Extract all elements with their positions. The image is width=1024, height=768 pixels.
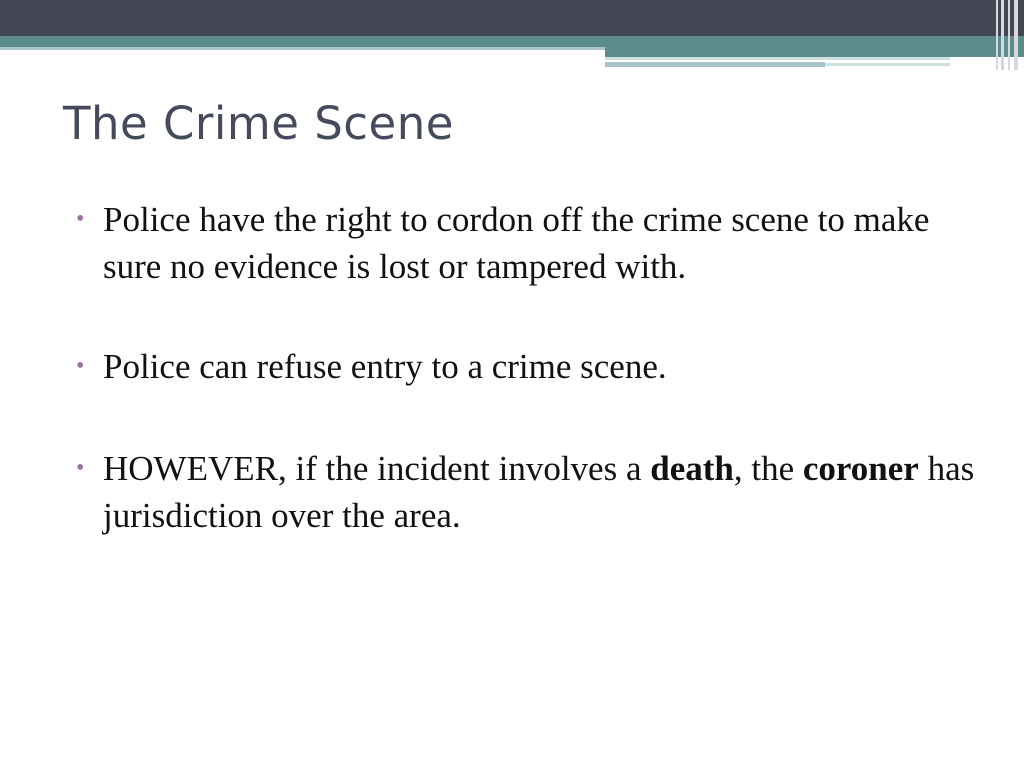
bullet-emphasis-coroner: coroner [802, 449, 919, 488]
header-stripe [605, 57, 950, 60]
header-band-right-block [605, 47, 1024, 57]
bullet-item [72, 445, 982, 539]
bullet-text: Police have the right to cordon off the crime scene to make sure no evidence is lost or tampered with. [103, 200, 930, 286]
bullet-text: Police can refuse entry to a crime scene. [103, 347, 667, 386]
bullet-dot-icon: • [76, 353, 85, 379]
bullet-text-part: HOWEVER, if the incident involves a [103, 449, 651, 488]
bullet-dot-icon: • [76, 455, 85, 481]
bullet-item [72, 343, 982, 390]
bullet-item [72, 196, 982, 290]
header-stripe [825, 63, 950, 66]
header-stripe [605, 62, 825, 67]
slide-title: The Crime Scene [63, 97, 454, 150]
bullet-list [72, 196, 982, 592]
header-band-teal-light [0, 47, 605, 50]
header-band-teal [0, 36, 1024, 47]
bullet-emphasis-death: death [650, 449, 734, 488]
bullet-text-part: , the [733, 449, 803, 488]
bullet-dot-icon: • [76, 206, 85, 232]
header-band-dark [0, 0, 1024, 36]
header-edge-lines [994, 0, 1024, 70]
bullet-text-part: has jurisdiction over the area. [103, 449, 975, 535]
